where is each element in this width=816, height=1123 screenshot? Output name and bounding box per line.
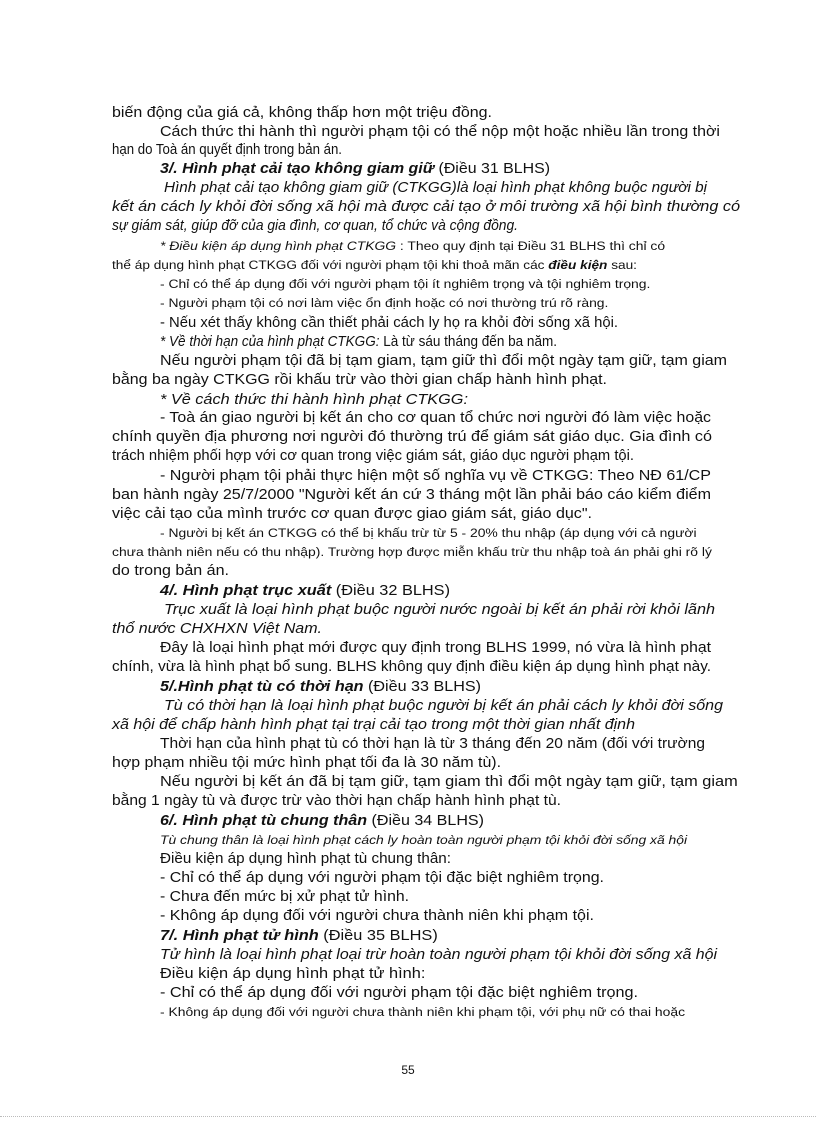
text-run: Trục xuất là loại hình phạt buộc người nước ngoài bị kết án phải rời khỏi lãnh bbox=[164, 602, 716, 618]
text-run: (Điều 34 BLHS) bbox=[367, 813, 485, 829]
text-run: - Chỉ có thể áp dụng đối với người phạm tội ít nghiêm trọng và tội nghiêm trọng. bbox=[160, 277, 651, 291]
text-line bbox=[112, 717, 635, 733]
text-line bbox=[164, 698, 723, 714]
text-line bbox=[112, 659, 711, 675]
text-line bbox=[160, 334, 557, 350]
text-line bbox=[160, 908, 594, 924]
text-run: Điều kiện áp dụng hình phạt tù chung thân: bbox=[160, 851, 451, 867]
text-run: trách nhiệm phối hợp với cơ quan trong việc giám sát, giáo dục người phạm tội. bbox=[112, 448, 635, 464]
text-line bbox=[112, 544, 712, 560]
text-run: 3/. Hình phạt cải tạo không giam giữ bbox=[160, 161, 435, 177]
text-run: bằng 1 ngày tù và được trừ vào thời hạn chấp hành hình phạt tù. bbox=[112, 793, 562, 809]
text-run: việc cải tạo của mình trước cơ quan được giao giám sát, giáo dục". bbox=[112, 506, 593, 522]
text-run: hạn do Toà án quyết định trong bản án. bbox=[112, 142, 342, 158]
text-line bbox=[160, 525, 697, 541]
text-line bbox=[160, 315, 618, 331]
text-line bbox=[164, 602, 715, 618]
text-line bbox=[160, 124, 720, 140]
text-run: - Chỉ có thể áp dụng với người phạm tội đặc biệt nghiêm trọng. bbox=[160, 870, 604, 886]
text-line bbox=[160, 966, 425, 982]
text-run: chính quyền địa phương nơi người đó thường trú để giám sát giáo dục. Gia đình có bbox=[112, 429, 712, 445]
text-run: 7/. Hình phạt tử hình bbox=[160, 928, 319, 944]
text-run: chưa thành niên nếu có thu nhập). Trường hợp được miễn khấu trừ thu nhập toà án phải ghi rõ lý bbox=[112, 545, 712, 559]
text-run: 4/. Hình phạt trục xuất bbox=[160, 583, 332, 599]
text-run: kết án cách ly khỏi đời sống xã hội mà được cải tạo ở môi trường xã hội bình thường có bbox=[112, 199, 740, 215]
text-line bbox=[160, 679, 481, 695]
text-run: thổ nước CHXHXN Việt Nam. bbox=[112, 621, 322, 637]
text-run: xã hội để chấp hành hình phạt tại trại cải tạo trong một thời gian nhất định bbox=[112, 717, 635, 733]
text-run: * Điều kiện áp dụng hình phạt CTKGG bbox=[160, 239, 397, 253]
text-line bbox=[160, 1004, 685, 1020]
text-run: Là từ sáu tháng đến ba năm. bbox=[379, 334, 557, 350]
text-line bbox=[112, 448, 634, 464]
text-line bbox=[160, 353, 727, 369]
text-line bbox=[160, 276, 650, 292]
text-run: Tù chung thân là loại hình phạt cách ly hoàn toàn người phạm tội khỏi đời sống xã hội bbox=[160, 833, 688, 847]
text-run: chính, vừa là hình phạt bổ sung. BLHS không quy định điều kiện áp dụng hình phạt này. bbox=[112, 659, 712, 675]
text-run: - Không áp dụng đối với người chưa thành niên khi phạm tội, với phụ nữ có thai hoặc bbox=[160, 1005, 686, 1019]
text-line bbox=[160, 851, 451, 867]
text-line bbox=[112, 506, 592, 522]
text-line bbox=[112, 372, 607, 388]
text-line bbox=[112, 142, 342, 158]
text-run: (Điều 35 BLHS) bbox=[318, 928, 438, 944]
text-run: - Nếu xét thấy không cần thiết phải cách ly họ ra khỏi đời sống xã hội. bbox=[160, 315, 619, 331]
page-edge-divider bbox=[0, 1116, 816, 1117]
text-line bbox=[160, 392, 468, 408]
text-run: - Người bị kết án CTKGG có thể bị khấu trừ từ 5 - 20% thu nhập (áp dụng với cả người bbox=[160, 526, 697, 540]
text-line bbox=[160, 468, 711, 484]
text-line bbox=[112, 105, 492, 121]
text-run: thể áp dụng hình phạt CTKGG đối với người phạm tội khi thoả mãn các bbox=[112, 258, 549, 272]
text-line bbox=[160, 928, 438, 944]
text-line bbox=[160, 947, 717, 963]
text-line bbox=[112, 621, 322, 637]
text-run: 5/.Hình phạt tù có thời hạn bbox=[160, 679, 364, 695]
text-line bbox=[112, 218, 518, 234]
text-line bbox=[112, 793, 561, 809]
text-run: - Người phạm tội có nơi làm việc ổn định hoặc có nơi thường trú rõ ràng. bbox=[160, 296, 609, 310]
text-line bbox=[112, 257, 637, 273]
text-line bbox=[160, 813, 484, 829]
text-run: - Không áp dụng đối với người chưa thành niên khi phạm tội. bbox=[160, 908, 594, 924]
text-run: sau: bbox=[607, 258, 637, 272]
text-line bbox=[160, 161, 550, 177]
text-run: Đây là loại hình phạt mới được quy định trong BLHS 1999, nó vừa là hình phạt bbox=[160, 640, 712, 656]
text-run: (Điều 33 BLHS) bbox=[363, 679, 482, 695]
text-run: Cách thức thi hành thì người phạm tội có thể nộp một hoặc nhiều lần trong thời bbox=[160, 124, 720, 140]
page-number: 55 bbox=[401, 1063, 415, 1077]
text-run: Nếu người bị kết án đã bị tạm giữ, tạm giam thì đổi một ngày tạm giữ, tạm giam bbox=[160, 774, 738, 790]
text-run: - Toà án giao người bị kết án cho cơ quan tổ chức nơi người đó làm việc hoặc bbox=[160, 410, 712, 426]
text-line bbox=[164, 180, 707, 196]
text-run: hợp phạm nhiều tội mức hình phạt tối đa là 30 năm tù). bbox=[112, 755, 502, 771]
text-line bbox=[160, 295, 608, 311]
text-run: Thời hạn của hình phạt tù có thời hạn là từ 3 tháng đến 20 năm (đối với trường bbox=[160, 736, 705, 752]
text-run: (Điều 31 BLHS) bbox=[434, 161, 551, 177]
text-line bbox=[160, 410, 711, 426]
text-line bbox=[112, 563, 229, 579]
text-run: điều kiện bbox=[548, 258, 608, 272]
text-line bbox=[112, 429, 712, 445]
text-line bbox=[160, 870, 604, 886]
text-line bbox=[160, 736, 705, 752]
text-line bbox=[160, 985, 638, 1001]
text-line bbox=[160, 832, 687, 848]
text-run: * Về thời hạn của hình phạt CTKGG: bbox=[160, 334, 380, 350]
text-line bbox=[112, 199, 740, 215]
text-run: sự giám sát, giúp đỡ của gia đình, cơ quan, tổ chức và cộng đồng. bbox=[112, 218, 518, 234]
text-line bbox=[160, 889, 409, 905]
text-run: Tù có thời hạn là loại hình phạt buộc người bị kết án phải cách ly khỏi đời sống bbox=[164, 698, 724, 714]
text-line bbox=[160, 238, 665, 254]
text-run: Nếu người phạm tội đã bị tạm giam, tạm giữ thì đổi một ngày tạm giữ, tạm giam bbox=[160, 353, 728, 369]
text-run: : Theo quy định tại Điều 31 BLHS thì chỉ có bbox=[396, 239, 666, 253]
text-line bbox=[160, 583, 450, 599]
text-run: Điều kiện áp dụng hình phạt tử hình: bbox=[160, 966, 426, 982]
text-run: Hình phạt cải tạo không giam giữ (CTKGG)là loại hình phạt không buộc người bị bbox=[164, 180, 707, 196]
text-line bbox=[160, 774, 738, 790]
text-run: do trong bản án. bbox=[112, 563, 230, 579]
text-run: * Về cách thức thi hành hình phạt CTKGG: bbox=[160, 392, 468, 408]
text-run: - Chưa đến mức bị xử phạt tử hình. bbox=[160, 889, 409, 905]
text-run: bằng ba ngày CTKGG rồi khấu trừ vào thời gian chấp hành hình phạt. bbox=[112, 372, 607, 388]
text-run: biến động của giá cả, không thấp hơn một triệu đồng. bbox=[112, 105, 493, 121]
text-line bbox=[160, 640, 711, 656]
text-run: (Điều 32 BLHS) bbox=[331, 583, 451, 599]
text-run: - Người phạm tội phải thực hiện một số nghĩa vụ về CTKGG: Theo NĐ 61/CP bbox=[160, 468, 711, 484]
text-run: Tử hình là loại hình phạt loại trừ hoàn toàn người phạm tội khỏi đời sống xã hội bbox=[160, 947, 717, 963]
text-run: ban hành ngày 25/7/2000 "Người kết án cứ 3 tháng một lần phải báo cáo kiểm điểm bbox=[112, 487, 711, 503]
text-run: - Chỉ có thể áp dụng đối với người phạm tội đặc biệt nghiêm trọng. bbox=[160, 985, 639, 1001]
text-line bbox=[112, 755, 501, 771]
text-line bbox=[112, 487, 711, 503]
text-run: 6/. Hình phạt tù chung thân bbox=[160, 813, 368, 829]
